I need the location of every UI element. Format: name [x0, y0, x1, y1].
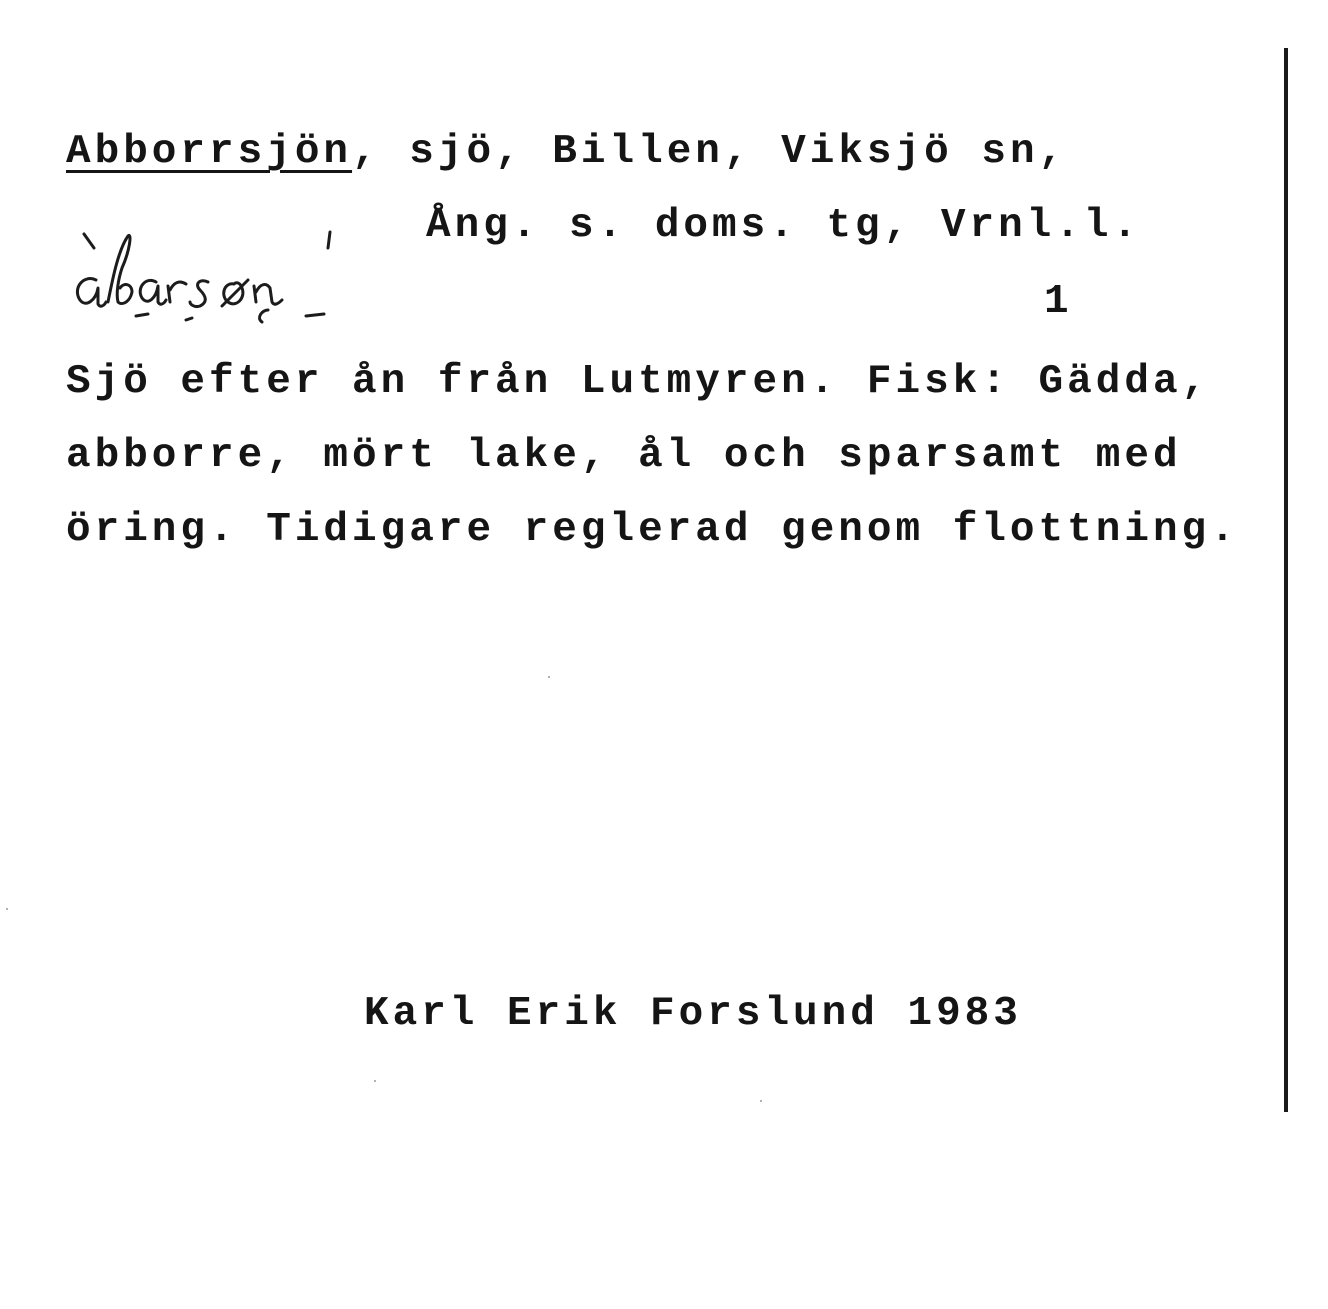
- paper-speck: [374, 1080, 376, 1082]
- paper-speck: [760, 1100, 762, 1102]
- author-line: Karl Erik Forslund 1983: [364, 991, 1022, 1037]
- entry-location: , sjö, Billen, Viksjö sn,: [352, 129, 1068, 175]
- card-edge-rule: [1284, 48, 1288, 1112]
- paper-speck: [548, 676, 550, 678]
- description-line-2: abborre, mört lake, ål och sparsamt med: [66, 433, 1182, 479]
- description-line-1: Sjö efter ån från Lutmyren. Fisk: Gädda,: [66, 359, 1211, 405]
- entry-line-1: [66, 129, 1068, 175]
- paper-speck: [6, 908, 8, 910]
- entry-line-2: Ång. s. doms. tg, Vrnl.l.: [426, 203, 1142, 249]
- description-line-3: öring. Tidigare reglerad genom flottning.: [66, 507, 1239, 553]
- card-number: 1: [1044, 279, 1073, 325]
- headword: Abborrsjön: [66, 129, 353, 175]
- handwritten-pronunciation: [66, 222, 406, 332]
